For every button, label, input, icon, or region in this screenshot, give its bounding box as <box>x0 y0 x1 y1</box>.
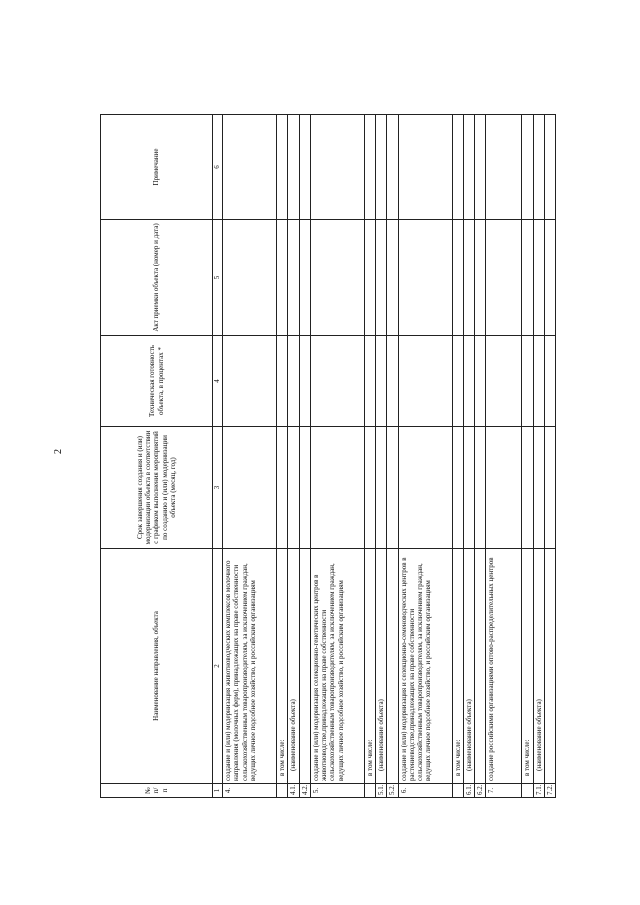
table-row <box>463 115 474 798</box>
cell <box>288 427 299 549</box>
cell <box>223 336 277 427</box>
column-number: 2 <box>213 549 223 784</box>
cell <box>288 115 299 220</box>
row-number: 6.2. <box>475 784 486 798</box>
row-name: (наименование объекта) <box>533 549 544 784</box>
cell <box>533 220 544 336</box>
table-row <box>544 115 555 798</box>
cell <box>387 336 398 427</box>
cell <box>486 115 522 220</box>
cell <box>533 336 544 427</box>
cell <box>475 220 486 336</box>
cell <box>277 220 288 336</box>
cell <box>486 427 522 549</box>
cell <box>463 220 474 336</box>
cell <box>376 427 387 549</box>
cell <box>364 115 375 220</box>
row-name: (наименование объекта) <box>288 549 299 784</box>
header-name: Наименование направления, объекта <box>101 549 213 784</box>
row-name <box>299 549 310 784</box>
header-act: Акт приемки объекта (номер и дата) <box>101 220 213 336</box>
cell <box>475 427 486 549</box>
cell <box>452 115 463 220</box>
cell <box>310 427 364 549</box>
cell <box>398 220 452 336</box>
cell <box>387 220 398 336</box>
cell <box>223 220 277 336</box>
row-number <box>364 784 375 798</box>
cell <box>544 427 555 549</box>
cell <box>544 336 555 427</box>
row-number: 4.1. <box>288 784 299 798</box>
cell <box>288 220 299 336</box>
cell <box>299 220 310 336</box>
table-row <box>522 115 533 798</box>
cell <box>522 115 533 220</box>
row-name: в том числе: <box>364 549 375 784</box>
cell <box>364 427 375 549</box>
table-row <box>486 115 522 798</box>
row-name: создание и (или) модернизация селекционно-генетических центров в животноводстве,принадлежащих на праве собственности сельскохозяйственным товаропроизводителям, за исключением граждан, ведущих личное подсобное хозяйство, и российским организациям <box>310 549 364 784</box>
table-row <box>310 115 364 798</box>
header-readiness: Техническая готовность объекта, в процентах * <box>101 336 213 427</box>
row-number: 6.1. <box>463 784 474 798</box>
cell <box>463 427 474 549</box>
row-number <box>277 784 288 798</box>
cell <box>376 220 387 336</box>
row-number: 7.1. <box>533 784 544 798</box>
cell <box>398 115 452 220</box>
cell <box>533 427 544 549</box>
table-row <box>277 115 288 798</box>
table-row <box>475 115 486 798</box>
cell <box>277 336 288 427</box>
row-number: 4. <box>223 784 277 798</box>
cell <box>522 220 533 336</box>
column-number: 4 <box>213 336 223 427</box>
table-row <box>223 115 277 798</box>
table-row <box>533 115 544 798</box>
cell <box>475 115 486 220</box>
cell <box>522 336 533 427</box>
cell <box>288 336 299 427</box>
objects-table <box>100 114 556 798</box>
row-name <box>475 549 486 784</box>
cell <box>452 427 463 549</box>
cell <box>376 336 387 427</box>
row-name: создание и (или) модернизация животноводческих комплексов молочного направления (молочных ферм), принадлежащих на праве собственности сельскохозяйственным товаропроизводителям, за исключением граждан, ведущих личное подсобное хозяйство, и российским организациям <box>223 549 277 784</box>
column-number-row <box>213 115 223 798</box>
cell <box>299 427 310 549</box>
cell <box>387 427 398 549</box>
cell <box>398 427 452 549</box>
cell <box>533 115 544 220</box>
row-name <box>544 549 555 784</box>
row-number <box>452 784 463 798</box>
table-row <box>387 115 398 798</box>
row-name <box>387 549 398 784</box>
cell <box>544 115 555 220</box>
cell <box>522 427 533 549</box>
cell <box>387 115 398 220</box>
row-number: 6. <box>398 784 452 798</box>
cell <box>398 336 452 427</box>
rotated-table-wrapper <box>100 115 554 798</box>
row-name: (наименование объекта) <box>463 549 474 784</box>
header-note: Примечание <box>101 115 213 220</box>
cell <box>310 220 364 336</box>
cell <box>486 336 522 427</box>
row-name: в том числе: <box>277 549 288 784</box>
cell <box>299 115 310 220</box>
cell <box>277 427 288 549</box>
cell <box>475 336 486 427</box>
cell <box>463 336 474 427</box>
table-row <box>376 115 387 798</box>
cell <box>223 115 277 220</box>
column-number: 6 <box>213 115 223 220</box>
row-number <box>522 784 533 798</box>
row-name: создание и (или) модернизация и селекционно-семеноводческих центров в растениеводстве,принадлежащих на праве собственности сельскохозяйственным товаропроизводителям, за исключением граждан, ведущих личное подсобное хозяйство, и российским организациям <box>398 549 452 784</box>
row-name: (наименование объекта) <box>376 549 387 784</box>
cell <box>364 220 375 336</box>
row-number: 5. <box>310 784 364 798</box>
table-row <box>299 115 310 798</box>
row-number: 4.2. <box>299 784 310 798</box>
cell <box>376 115 387 220</box>
table-row <box>452 115 463 798</box>
header-deadline: Срок завершения создания и (или) модернизации объекта в соответствии с графиком выполнения мероприятий по созданию и (или) модернизации объекта (месяц, год) <box>101 427 213 549</box>
table-row <box>398 115 452 798</box>
cell <box>310 336 364 427</box>
row-number: 7.2. <box>544 784 555 798</box>
table-row <box>288 115 299 798</box>
cell <box>544 220 555 336</box>
cell <box>452 336 463 427</box>
column-number: 3 <box>213 427 223 549</box>
row-name: создание российскими организациями оптово-распределительных центров <box>486 549 522 784</box>
header-no: № п/п <box>101 784 213 798</box>
column-number: 1 <box>213 784 223 798</box>
row-number: 7. <box>486 784 522 798</box>
cell <box>364 336 375 427</box>
row-number: 5.1. <box>376 784 387 798</box>
header-row <box>101 115 213 798</box>
cell <box>299 336 310 427</box>
page-number: 2 <box>53 449 64 454</box>
table-row <box>364 115 375 798</box>
row-number: 5.2. <box>387 784 398 798</box>
cell <box>277 115 288 220</box>
cell <box>486 220 522 336</box>
cell <box>223 427 277 549</box>
row-name: в том числе: <box>452 549 463 784</box>
row-name: в том числе: <box>522 549 533 784</box>
column-number: 5 <box>213 220 223 336</box>
cell <box>452 220 463 336</box>
cell <box>463 115 474 220</box>
cell <box>310 115 364 220</box>
